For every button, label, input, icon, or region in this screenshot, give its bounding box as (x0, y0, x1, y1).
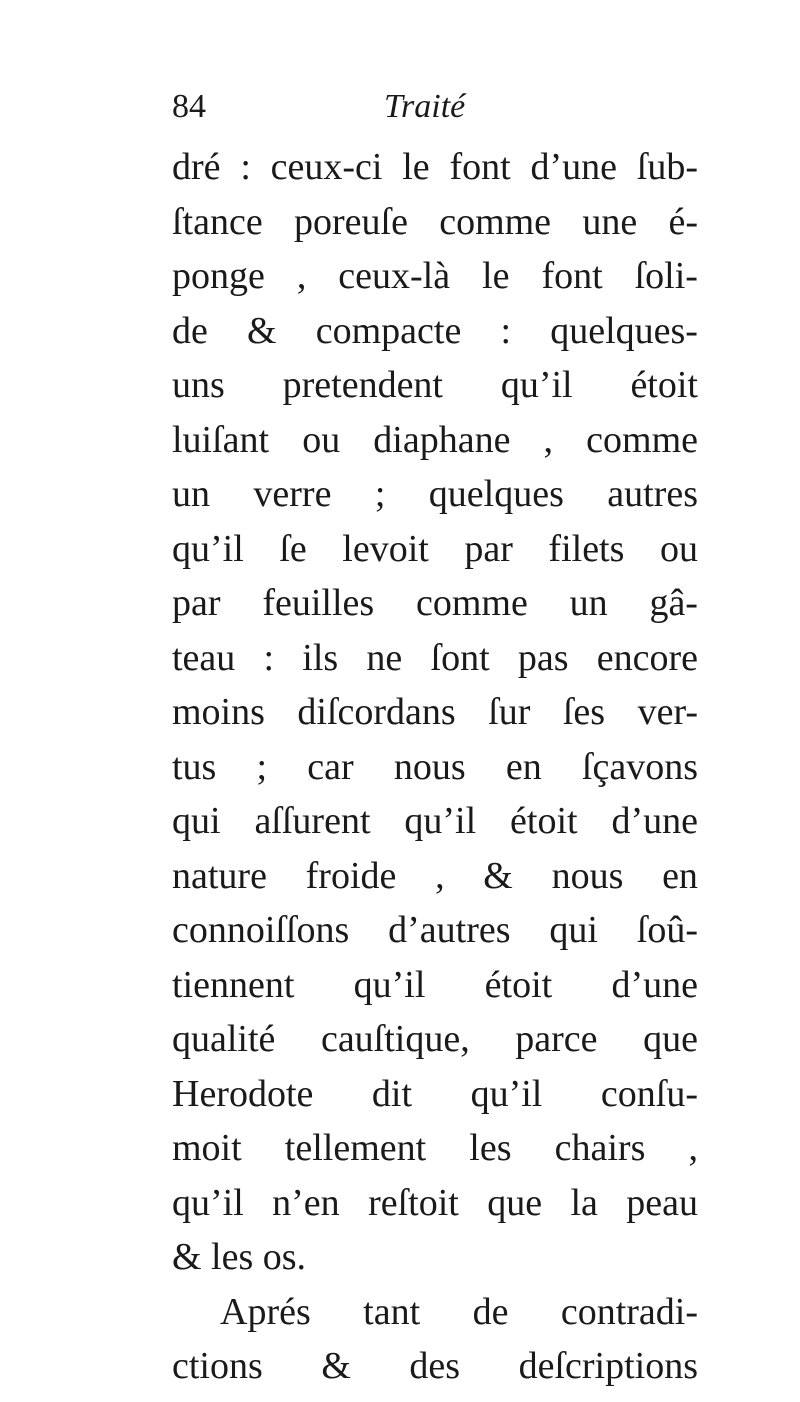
word: ; (374, 473, 386, 515)
word: comme (415, 582, 528, 624)
word: uns (172, 364, 225, 406)
word: é- (668, 200, 698, 243)
word: filets (548, 527, 625, 570)
word: connoiſſons (172, 909, 350, 951)
word: tiennent (172, 963, 295, 1006)
word: font (449, 146, 511, 188)
word: moins (172, 691, 265, 733)
text-line: & les os. (172, 1236, 307, 1278)
word: feuilles (262, 582, 375, 624)
word: ou (302, 418, 341, 461)
text-line (172, 195, 698, 250)
word: qui (549, 909, 598, 951)
word: en (662, 854, 698, 897)
word: : (500, 309, 512, 352)
word: de (172, 309, 208, 352)
word: la (570, 1181, 598, 1224)
word: quelques- (550, 309, 698, 352)
word: & (321, 1345, 351, 1387)
word: ; (256, 745, 268, 788)
text-line (172, 685, 698, 740)
word: ne (366, 636, 403, 679)
word: : (240, 146, 251, 188)
word: le (482, 255, 510, 297)
page-number: 84 (172, 88, 206, 125)
word: luiſant (172, 418, 270, 461)
word: pretendent (282, 364, 443, 406)
word: que (643, 1018, 698, 1060)
word: cauſtique, (320, 1018, 470, 1060)
word: Aprés (220, 1290, 311, 1333)
word: font (541, 255, 603, 297)
paragraph-start-line (172, 1285, 698, 1340)
text-line (172, 631, 698, 686)
word: compacte (315, 309, 462, 352)
text-line (172, 958, 698, 1013)
word: d’une (611, 963, 698, 1006)
word: qu’il (172, 1181, 244, 1224)
word: ſoli- (634, 255, 698, 297)
word: pas (517, 636, 569, 679)
word: étoit (510, 800, 578, 842)
word: d’une (530, 146, 617, 188)
text-line (172, 1339, 698, 1394)
word: par (172, 582, 221, 624)
word: ſçavons (581, 745, 698, 788)
word: nous (393, 745, 466, 788)
text-line (172, 1012, 698, 1067)
word: étoit (484, 963, 553, 1006)
word: , (435, 854, 445, 897)
word: un (172, 473, 210, 515)
word: poreuſe (293, 200, 408, 243)
word: peau (626, 1181, 698, 1224)
word: ctions (172, 1345, 263, 1387)
word: diaphane (373, 418, 511, 461)
word: , (688, 1127, 698, 1169)
word: reſtoit (368, 1181, 459, 1224)
word: : (263, 636, 275, 679)
word: ponge (172, 255, 265, 297)
word: dré (172, 146, 221, 188)
word: dit (371, 1072, 413, 1115)
word: ſes (562, 691, 606, 733)
running-head (172, 88, 712, 136)
word: qu’il (500, 364, 573, 406)
word: n’en (272, 1181, 340, 1224)
word: une (582, 200, 638, 243)
text-line (172, 849, 698, 904)
word: qu’il (404, 800, 477, 842)
word: qu’il (172, 527, 244, 570)
text-line (172, 304, 698, 359)
word: qualité (172, 1018, 276, 1060)
word: qui (172, 800, 221, 842)
word: quelques (428, 473, 564, 515)
text-line (172, 249, 698, 304)
text-line (172, 1067, 698, 1122)
text-line (172, 794, 698, 849)
word: les (469, 1127, 512, 1169)
text-line (172, 358, 698, 413)
running-title: Traité (384, 88, 466, 125)
word: ils (302, 636, 339, 679)
word: ſoû- (636, 909, 698, 951)
word: moit (172, 1127, 242, 1169)
word: chairs (554, 1127, 646, 1169)
word: & (483, 854, 513, 897)
word: tellement (284, 1127, 427, 1169)
word: qu’il (470, 1072, 543, 1115)
text-line (172, 140, 698, 195)
word: en (505, 745, 542, 788)
text-line (172, 740, 698, 795)
word: tus (172, 745, 217, 788)
word: tant (363, 1290, 421, 1333)
text-line (172, 576, 698, 631)
word: d’autres (388, 909, 511, 951)
word: teau (172, 636, 236, 679)
word: , (543, 418, 554, 461)
word: encore (596, 636, 698, 679)
word: ſe (279, 527, 307, 570)
word: étoit (630, 364, 698, 406)
word: deſcriptions (518, 1345, 698, 1387)
text-line (172, 467, 698, 522)
body-text (172, 140, 698, 1394)
word: parce (515, 1018, 598, 1060)
word: gâ- (649, 582, 698, 624)
word: par (464, 527, 513, 570)
word: de (472, 1290, 509, 1333)
word: des (409, 1345, 461, 1387)
word: nature (172, 854, 267, 897)
word: ſont (430, 636, 490, 679)
word: ou (659, 527, 698, 570)
word: aſſurent (254, 800, 371, 842)
word: levoit (342, 527, 429, 570)
word: nous (551, 854, 624, 897)
word: car (307, 745, 354, 788)
word: d’une (611, 800, 698, 842)
word: un (569, 582, 608, 624)
text-line (172, 1176, 698, 1231)
word: ceux-ci (270, 146, 383, 188)
word: autres (607, 473, 698, 515)
word: conſu- (600, 1072, 698, 1115)
word: & (247, 309, 277, 352)
word: froide (305, 854, 397, 897)
text-line (172, 522, 698, 577)
word: ceux-là (338, 255, 451, 297)
word: verre (253, 473, 332, 515)
word: ſub- (636, 146, 698, 188)
word: ſtance (172, 200, 263, 243)
text-line (172, 1121, 698, 1176)
word: comme (586, 418, 698, 461)
word: ſur (488, 691, 531, 733)
text-line (172, 413, 698, 468)
word: comme (439, 200, 552, 243)
word: , (296, 255, 307, 297)
word: le (402, 146, 430, 188)
word: que (487, 1181, 543, 1224)
text-line (172, 903, 698, 958)
word: Herodote (172, 1072, 314, 1115)
word: ver- (637, 691, 698, 733)
word: contradi- (560, 1290, 698, 1333)
word: qu’il (353, 963, 426, 1006)
word: diſcordans (297, 691, 456, 733)
